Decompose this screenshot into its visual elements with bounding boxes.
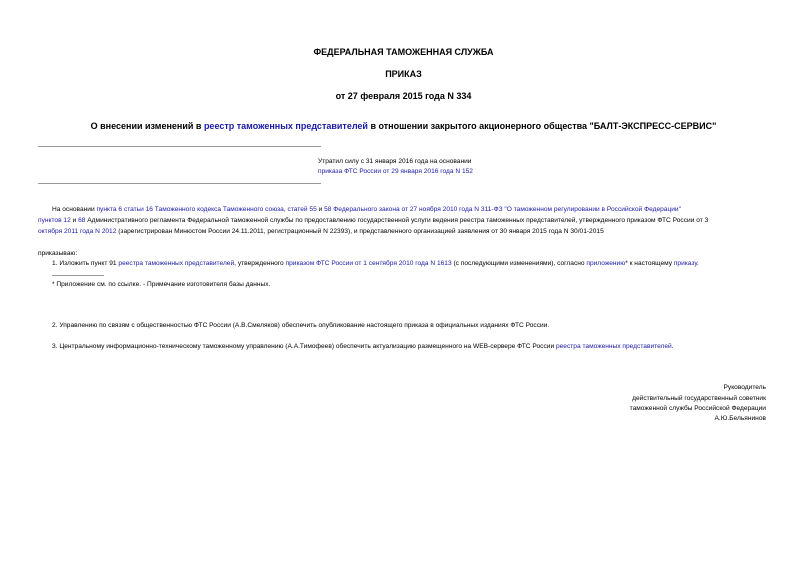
status-bottom-rule bbox=[38, 183, 321, 184]
status-top-rule bbox=[38, 146, 321, 147]
basis-link-points12[interactable]: пунктов 12 bbox=[38, 217, 71, 224]
authority-heading: ФЕДЕРАЛЬНАЯ ТАМОЖЕННАЯ СЛУЖБА bbox=[313, 47, 494, 57]
basis-line-1 bbox=[38, 206, 807, 213]
signature-role: Руководитель bbox=[723, 384, 766, 391]
signature-service: таможенной службы Российской Федерации bbox=[629, 405, 766, 412]
doc-date-number: от 27 февраля 2015 года N 334 bbox=[335, 91, 472, 101]
basis-link-order2012[interactable]: октября 2011 года N 2012 bbox=[38, 228, 117, 235]
basis-text: Административного регламента Федеральной таможенной службы по предоставлению государственной услуги ведения реестра таможенных представителей, утвержденного приказом ФТС России от 3 bbox=[85, 217, 709, 224]
item-3 bbox=[52, 343, 674, 350]
item1-registry-link[interactable]: реестра таможенных представителей bbox=[118, 260, 235, 267]
item1-text: 1. Изложить пункт 91 bbox=[52, 260, 119, 267]
item-2: 2. Управлению по связям с общественностью ФТС России (А.В.Смеляков) обеспечить опубликование настоящего приказа в официальных изданиях ФТС России. bbox=[52, 322, 550, 329]
title-pre: О внесении изменений в bbox=[90, 121, 204, 131]
basis-text: и bbox=[70, 217, 79, 224]
status-note-text: Утратил силу с 31 января 2016 года на основании bbox=[318, 158, 472, 165]
basis-link-fz311[interactable]: 58 Федерального закона от 27 ноября 2010 года N 311-ФЗ "О таможенном регулировании в Российской Федерации" bbox=[324, 206, 681, 213]
signature-name: А.Ю.Бельянинов bbox=[714, 415, 766, 422]
doc-type-heading: ПРИКАЗ bbox=[385, 69, 422, 79]
signature-rank: действительный государственный советник bbox=[632, 395, 766, 402]
item1-order1613-link[interactable]: приказом ФТС России от 1 сентября 2010 года N 1613 bbox=[285, 260, 452, 267]
item1-text: , утвержденного bbox=[234, 260, 286, 267]
basis-link-art55[interactable]: статей 55 bbox=[287, 206, 317, 213]
basis-link-point68[interactable]: 68 bbox=[78, 217, 86, 224]
title-registry-link[interactable]: реестр таможенных представителей bbox=[203, 121, 368, 131]
item3-registry-link[interactable]: реестра таможенных представителей bbox=[555, 343, 672, 350]
item1-text: (с последующими изменениями), согласно bbox=[451, 260, 587, 267]
basis-text: , bbox=[283, 206, 288, 213]
title-post: в отношении закрытого акционерного общества "БАЛТ-ЭКСПРЕСС-СЕРВИС" bbox=[367, 121, 717, 131]
item1-appendix-link[interactable]: приложению bbox=[586, 260, 626, 267]
item3-text: 3. Центральному информационно-техническому таможенному управлению (А.А.Тимофеев) обеспечить актуализацию размещенного на WEB-сервере ФТС России bbox=[52, 343, 556, 350]
basis-line-3 bbox=[38, 228, 604, 235]
document-title bbox=[0, 121, 807, 131]
footnote-rule bbox=[52, 275, 104, 276]
basis-text: и bbox=[316, 206, 325, 213]
basis-text: (зарегистрирован Минюстом России 24.11.2011, регистрационный N 22393), и представленного организацией заявления от 30 января 2015 года N 30/01-2015 bbox=[116, 228, 604, 235]
item1-order-link[interactable]: приказу bbox=[673, 260, 697, 267]
basis-text: На основании bbox=[52, 206, 97, 213]
status-note-link[interactable]: приказа ФТС России от 29 января 2016 года N 152 bbox=[318, 168, 473, 175]
item3-text: . bbox=[671, 343, 674, 350]
basis-link-customs-code[interactable]: пункта 6 статьи 16 Таможенного кодекса Таможенного союза bbox=[96, 206, 284, 213]
item1-text: * к настоящему bbox=[625, 260, 674, 267]
order-word: приказываю: bbox=[38, 250, 78, 257]
footnote-text: * Приложение см. по ссылке. - Примечание изготовителя базы данных. bbox=[52, 281, 271, 288]
basis-line-2 bbox=[38, 217, 807, 224]
item-1 bbox=[52, 260, 699, 267]
item1-text: . bbox=[697, 260, 699, 267]
